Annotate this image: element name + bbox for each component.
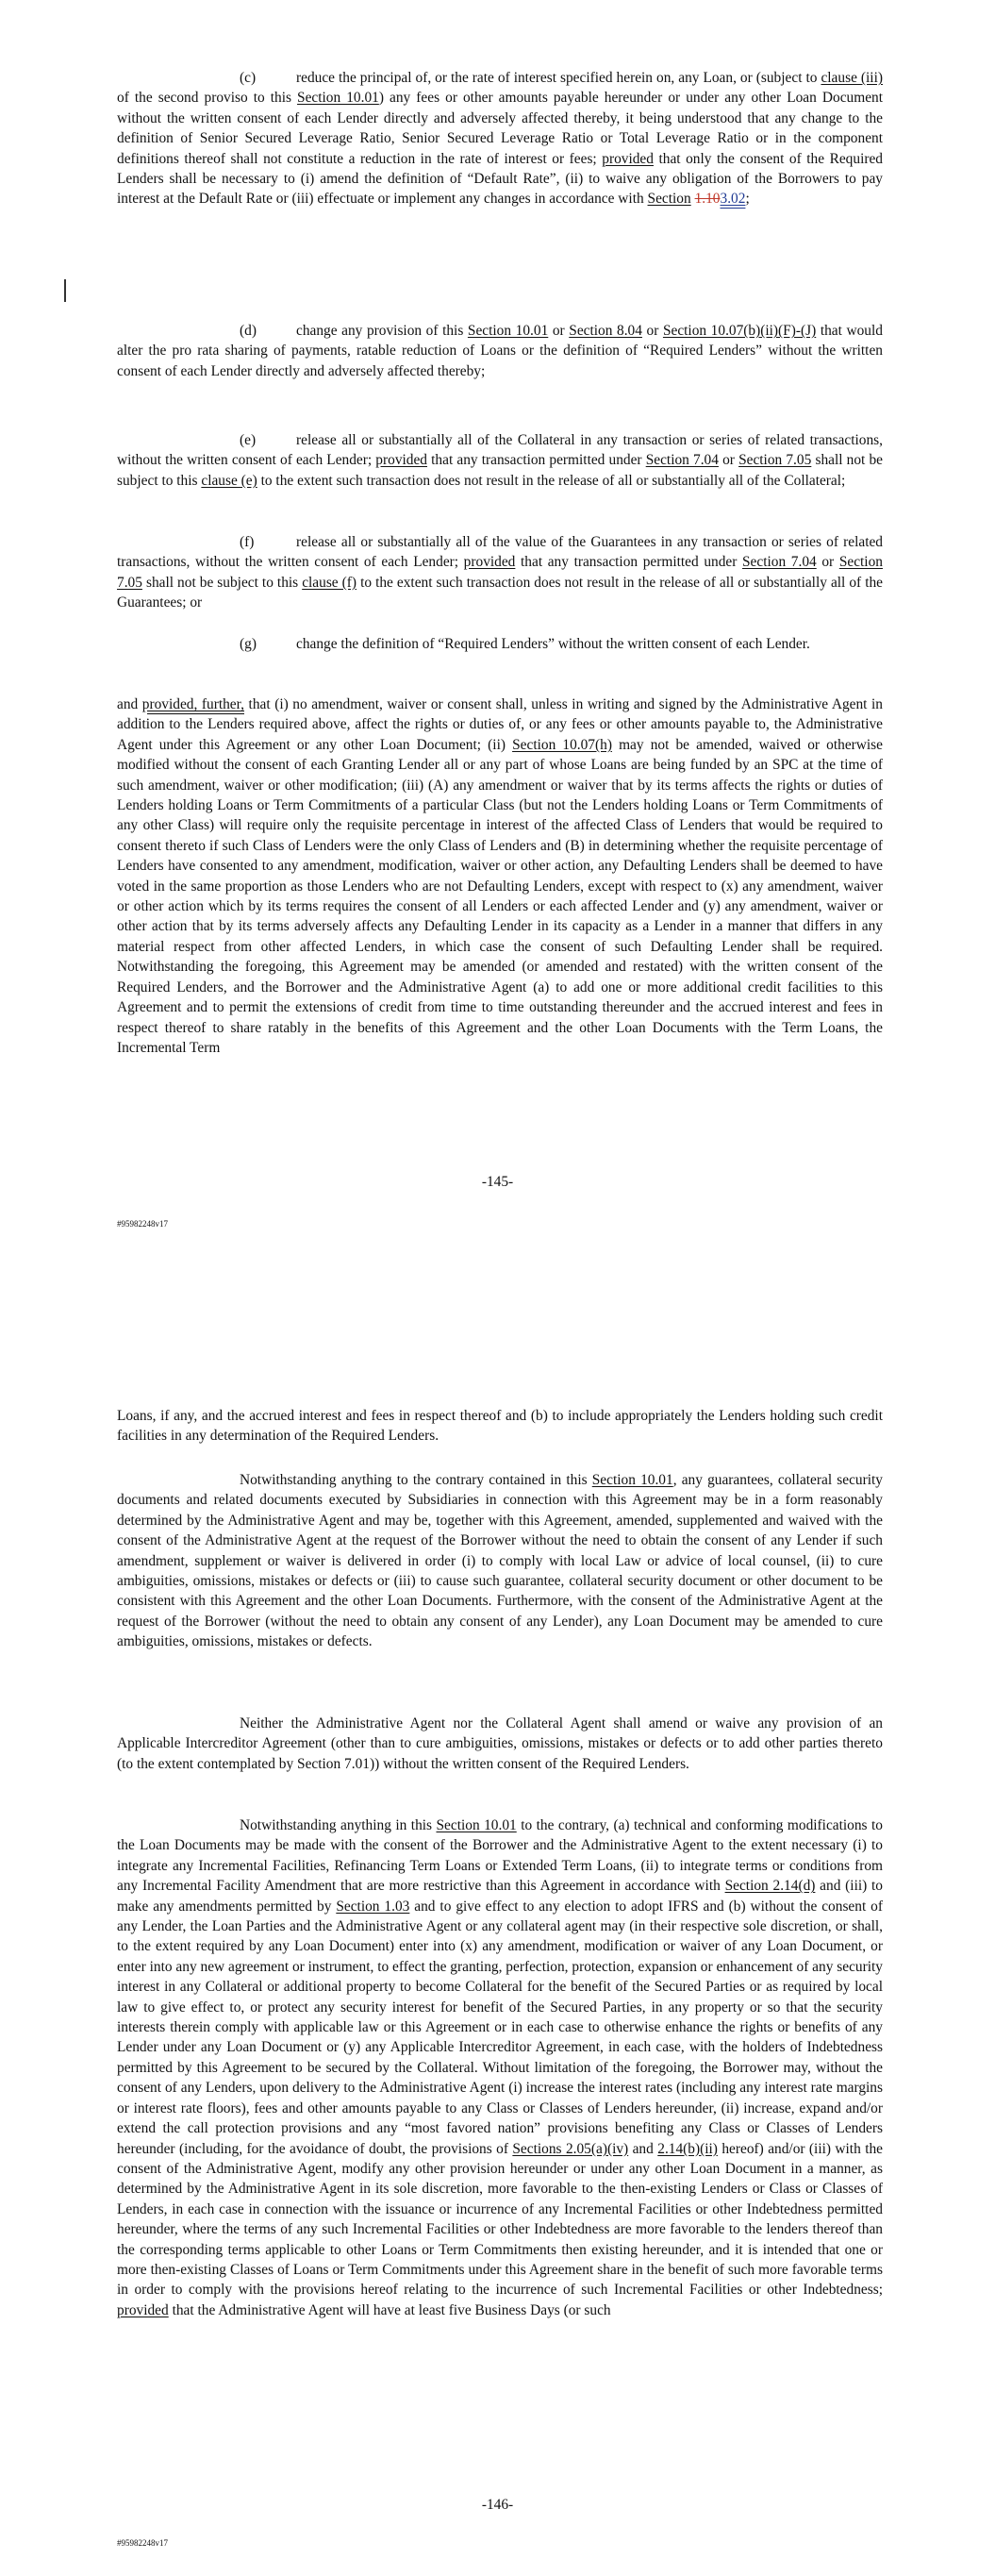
clause-d: [117, 321, 883, 381]
p3-text-2: to the contrary, (a) technical and conforming modifications to the Loan Documents may be made with the consent of the Borrower and the Administrative Agent to the extent necessary (i) to integrate any Incremental Facilities, Refinancing Term Loans or Extended Term Loans, (ii) to integrate terms or conditions from any Incremental Facility Amendment that are more restrictive than this Agreement in accordance with: [117, 1817, 883, 1895]
proviso-paragraph: [117, 694, 883, 1058]
clause-c-text-5: ;: [745, 191, 750, 208]
clause-c-label: (c): [240, 70, 257, 86]
clause-f-label: (f): [240, 534, 255, 550]
clause-g-text-1: change the definition of “Required Lenders” without the written consent of each Lender.: [296, 636, 810, 652]
clause-f-text-1: release all or substantially all of the value of the Guarantees in any transaction or series of related transactions, without the written consent of each Lender;: [117, 534, 883, 571]
provided-term: provided: [463, 554, 516, 571]
clause-d-text-1: change any provision of this: [296, 323, 468, 339]
clause-e-ref: clause (e): [201, 472, 257, 489]
notwithstanding-paragraph-2: [117, 1815, 883, 2320]
page-145: [0, 0, 995, 1264]
clause-c: [117, 68, 883, 209]
clause-c-text-4: that only the consent of the Required Lenders shall be necessary to (i) amend the definition of “Default Rate”, (ii) to waive any obligation of the Borrowers to pay interest at the Default Rate or (iii) effectuate or implement any changes in accordance with: [117, 150, 883, 208]
section-7-05-ref: Section 7.05: [117, 554, 883, 591]
clause-e-text-4: shall not be subject to this: [117, 452, 883, 489]
section-10-01-ref: Section 10.01: [436, 1817, 517, 1833]
clause-d-text-4: that would alter the pro rata sharing of payments, ratable reduction of Loans or the definition of “Required Lenders” without the written consent of each Lender directly and adversely affected thereby;: [117, 323, 883, 379]
inserted-text: 3.02: [720, 191, 746, 208]
p3-text-6: hereof) and/or (iii) with the consent of the Administrative Agent, modify any other provision hereunder or under any other Loan Document in a manner, as determined by the Administrative Agent in its sole discretion, more favorable to the then-existing Lenders or Class or Classes of Lenders, in each case in connection with the issuance or incurrence of any Incremental Facilities or other Indebtedness permitted hereunder, where the terms of any such Incremental Facilities or other Indebtedness are more favorable to the lenders thereof than the corresponding terms applicable to other Loans or Term Commitments then existing hereunder, and it is intended that one or more then-existing Classes of Loans or Term Commitments under this Agreement share in the benefit of such more favorable terms in order to comply with the provisions hereof relating to the incurrence of such Incremental Facilities or other Indebtedness;: [117, 2140, 883, 2299]
clause-c-text-3: ) any fees or other amounts payable hereunder or under any other Loan Document without the written consent of each Lender directly and adversely affected thereby, it being understood that any change to the definition of Senior Secured Leverage Ratio, Senior Secured Leverage Ratio or Total Leverage Ratio or in the component definitions thereof shall not constitute a reduction in the rate of interest or fees;: [117, 90, 883, 167]
section-7-05-ref: Section 7.05: [738, 452, 812, 469]
clause-c-text-1: reduce the principal of, or the rate of interest specified herein on, any Loan, or (subject to: [296, 70, 821, 86]
clause-f-text-3: or: [816, 554, 839, 571]
clause-d-label: (d): [240, 323, 257, 339]
continuation-text: Loans, if any, and the accrued interest and fees in respect thereof and (b) to include appropriately the Lenders holding such credit facilities in any determination of the Required Lenders.: [117, 1408, 883, 1445]
clause-g-label: (g): [240, 636, 257, 652]
clause-d-text-3: or: [641, 323, 663, 339]
change-bar: [64, 279, 66, 302]
clause-e-text-1: release all or substantially all of the Collateral in any transaction or series of related transactions, without the written consent of each Lender;: [117, 432, 883, 469]
proviso-text-1: and: [117, 696, 142, 712]
clause-e-label: (e): [240, 432, 257, 448]
page-number: -146-: [481, 2497, 514, 2513]
section-2-14b-ref: 2.14(b)(ii): [657, 2140, 718, 2157]
clause-e-text-2: that any transaction permitted under: [427, 452, 646, 469]
section-word-ref: Section: [647, 191, 691, 208]
p3-text-5: and: [628, 2140, 658, 2157]
document-id: #95982248v17: [117, 2538, 168, 2548]
section-10-07h-ref: Section 10.07(h): [512, 736, 612, 753]
clause-f: [117, 532, 883, 613]
clause-f-text-5: to the extent such transaction does not result in the release of all or substantially all of the Guarantees; or: [117, 574, 883, 611]
clause-d-text-2: or: [548, 323, 570, 339]
clause-f-text-2: that any transaction permitted under: [515, 554, 742, 571]
neither-paragraph: [117, 1714, 883, 1774]
deleted-text: 1.10: [694, 191, 721, 208]
document-id: #95982248v17: [117, 1219, 168, 1229]
provided-term: provided: [375, 452, 428, 469]
provided-term: provided: [117, 2301, 169, 2318]
clause-f-ref: clause (f): [302, 574, 357, 591]
section-10-07-ref: Section 10.07(b)(ii)(F)-(J): [662, 323, 817, 339]
section-7-04-ref: Section 7.04: [645, 452, 719, 469]
p3-text-1: Notwithstanding anything in this: [240, 1817, 437, 1833]
provided-further-term: provided, further,: [141, 696, 244, 712]
p1-text-2: , any guarantees, collateral security documents and related documents executed by Subsidiaries in connection with this Agreement may be in a form reasonably determined by the Administrative Agent and may be, together with this Agreement, amended, supplemented and waived with the consent of the Administrative Agent at the request of the Borrower without the need to obtain the consent of any Lender if such amendment, supplement or waiver is delivered in order (i) to comply with local Law or advice of local counsel, (ii) to cure ambiguities, omissions, mistakes or defects or (iii) to cause such guarantee, collateral security document or other document to be consistent with this Agreement and the other Loan Documents. Furthermore, with the consent of the Administrative Agent at the request of the Borrower (without the need to obtain any consent of any Lender), any Loan Document may be amended to cure ambiguities, omissions, mistakes or defects.: [117, 1472, 883, 1650]
clause-e: [117, 430, 883, 491]
section-7-04-ref: Section 7.04: [742, 554, 817, 571]
clause-c-text-2: of the second proviso to this: [117, 90, 298, 107]
clause-e-text-3: or: [718, 452, 739, 469]
page-number: -145-: [481, 1174, 514, 1190]
page-146: [0, 1264, 995, 2576]
section-10-01-ref: Section 10.01: [591, 1472, 673, 1488]
provided-term: provided: [602, 150, 654, 167]
notwithstanding-paragraph-1: [117, 1470, 883, 1652]
p2-text-1: Neither the Administrative Agent nor the Collateral Agent shall amend or waive any provision of an Applicable Intercreditor Agreement (other than to cure ambiguities, omissions, mistakes or defects or to add other parties thereto (to the extent contemplated by Section 7.01)) without the written consent of the Required Lenders.: [117, 1715, 883, 1772]
p1-text-1: Notwithstanding anything to the contrary contained in this: [240, 1472, 592, 1488]
sections-2-05-ref: Sections 2.05(a)(iv): [512, 2140, 629, 2157]
clause-e-text-5: to the extent such transaction does not result in the release of all or substantially all of the Collateral;: [257, 472, 846, 489]
continuation-paragraph: [117, 1406, 883, 1447]
section-1-03-ref: Section 1.03: [336, 1898, 410, 1915]
section-2-14d-ref: Section 2.14(d): [724, 1878, 816, 1895]
section-10-01-ref: Section 10.01: [297, 90, 379, 107]
section-10-01-ref: Section 10.01: [467, 323, 549, 339]
clause-f-text-4: shall not be subject to this: [141, 574, 303, 591]
p3-text-3: and (iii) to make any amendments permitted by: [117, 1878, 883, 1915]
proviso-text-3: may not be amended, waived or otherwise modified without the consent of each Granting Lender all or any part of whose Loans are being funded by an SPC at the time of such amendment, waiver or other modification; (iii) (A) any amendment or waiver that by its terms affects the rights or duties of Lenders holding Loans or Term Commitments of a particular Class (but not the Lenders holding Loans or Term Commitments of any other Class) will require only the requisite percentage in interest of the affected Class of Lenders that would be required to consent thereto if such Class of Lenders were the only Class of Lenders and (B) in determining whether the requisite percentage of Lenders have consented to any amendment, modification, waiver or other action, any Defaulting Lenders shall be deemed to have voted in the same proportion as those Lenders who are not Defaulting Lenders, except with respect to (x) any amendment, waiver or other action which by its terms requires the consent of all Lenders or each affected Lender and (y) any amendment, waiver or other action that by its terms adversely affects any Defaulting Lender in its capacity as a Lender in a manner that differs in any material respect from other affected Lenders, in which case the consent of such Defaulting Lender shall be required. Notwithstanding the foregoing, this Agreement may be amended (or amended and restated) with the written consent of the Required Lenders, and the Borrower and the Administrative Agent (a) to add one or more additional credit facilities to this Agreement and to permit the extensions of credit from time to time outstanding thereunder and the accrued interest and fees in respect thereof to share ratably in the benefits of this Agreement and the other Loan Documents with the Term Loans, the Incremental Term: [117, 736, 883, 1056]
p3-text-4: and to give effect to any election to adopt IFRS and (b) without the consent of any Lender, the Loan Parties and the Administrative Agent or any collateral agent may (in their respective sole discretion, or shall, to the extent required by any Loan Document) enter into (x) any amendment, modification or waiver of any Loan Document, or enter into any new agreement or instrument, to effect the granting, perfection, protection, expansion or enhancement of any security interest in any Collateral or additional property to become Collateral for the benefit of the Secured Parties or as required by local law to give effect to, or protect any security interest for benefit of the Secured Parties, in any property or so that the security interests therein comply with applicable law or this Agreement or in each case to otherwise enhance the rights or benefits of any Lender under any Loan Document or (y) any Applicable Intercreditor Agreement, in each case, with the holders of Indebtedness permitted by this Agreement to be secured by the Collateral. Without limitation of the foregoing, the Borrower may, without the consent of any Lenders, upon delivery to the Administrative Agent (i) increase the interest rates (including any interest rate margins or interest rate floors), fees and other amounts payable to any Class or Classes of Lenders hereunder, (ii) increase, expand and/or extend the call protection provisions and any “most favored nation” provisions benefiting any Class or Classes of Lenders hereunder (including, for the avoidance of doubt, the provisions of: [117, 1898, 883, 2157]
clause-g: [117, 634, 883, 654]
section-8-04-ref: Section 8.04: [569, 323, 642, 339]
p3-text-7: that the Administrative Agent will have at least five Business Days (or such: [168, 2301, 611, 2318]
proviso-text-2: that (i) no amendment, waiver or consent shall, unless in writing and signed by the Administrative Agent in addition to the Lenders required above, affect the rights or duties of, or any fees or other amounts payable to, the Administrative Agent under this Agreement or any other Loan Document; (ii): [117, 696, 883, 753]
clause-iii-ref: clause (iii): [821, 70, 883, 86]
